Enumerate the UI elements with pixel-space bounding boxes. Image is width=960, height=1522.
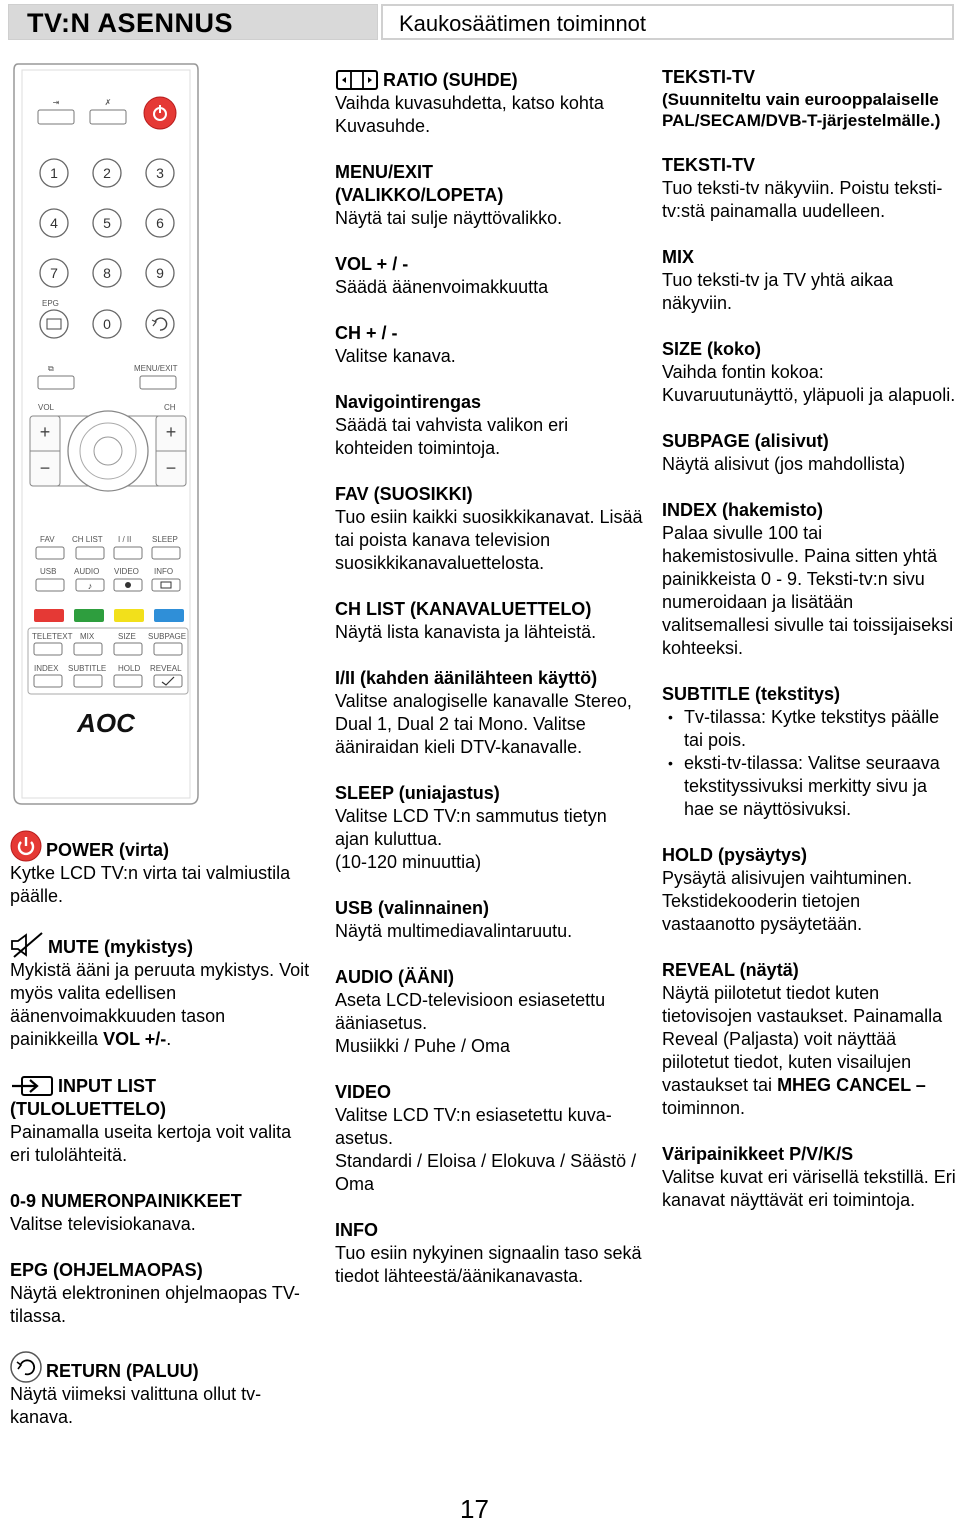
video-title: VIDEO xyxy=(335,1082,392,1102)
svg-text:CH: CH xyxy=(164,403,176,412)
return-title: RETURN (PALUU) xyxy=(46,1361,199,1381)
subtitle-title: SUBTITLE (tekstitys) xyxy=(662,684,841,704)
svg-text:SLEEP: SLEEP xyxy=(152,535,178,544)
video-button xyxy=(114,579,142,591)
mix-button xyxy=(74,643,102,655)
svg-text:SIZE: SIZE xyxy=(118,632,136,641)
section-header-bar xyxy=(8,4,378,40)
svg-text:MIX: MIX xyxy=(80,632,95,641)
ch-description xyxy=(335,322,645,368)
svg-text:6: 6 xyxy=(156,215,164,231)
menu-exit-text: Näytä tai sulje näyttövalikko. xyxy=(335,208,563,228)
size-description xyxy=(662,338,958,407)
dual-audio-description xyxy=(335,667,645,759)
epg-button xyxy=(40,310,68,338)
color-buttons-description xyxy=(662,1143,958,1212)
teletext-note-title: TEKSTI-TV xyxy=(662,67,755,87)
number-keys-description xyxy=(10,1190,310,1236)
ratio-icon xyxy=(335,68,379,92)
input-list-text: Painamalla useita kertoja voit valita eri tulolähteitä. xyxy=(10,1122,292,1165)
index-title: INDEX (hakemisto) xyxy=(662,500,824,520)
subpage-button xyxy=(154,643,182,655)
digit-button-6 xyxy=(146,209,174,237)
subsection-header-bar xyxy=(381,4,954,40)
fav-title: FAV (SUOSIKKI) xyxy=(335,484,473,504)
info-button xyxy=(152,579,180,591)
ch-list-text: Näytä lista kanavista ja lähteistä. xyxy=(335,622,597,642)
svg-text:CH LIST: CH LIST xyxy=(72,535,103,544)
subtitle-description xyxy=(662,683,958,821)
svg-text:VOL: VOL xyxy=(38,403,55,412)
usb-text: Näytä multimediavalintaruutu. xyxy=(335,921,573,941)
usb-title: USB (valinnainen) xyxy=(335,898,490,918)
teletext-note-text: (Suunniteltu vain eurooppalaiselle PAL/SECAM/DVB-T-järjestelmälle.) xyxy=(662,90,941,130)
svg-text:4: 4 xyxy=(50,215,58,231)
sleep-range: (10-120 minuuttia) xyxy=(335,852,482,872)
svg-text:MENU/EXIT: MENU/EXIT xyxy=(134,364,178,373)
return-button xyxy=(146,310,174,338)
digit-button-3 xyxy=(146,159,174,187)
hold-description xyxy=(662,844,958,936)
brand-logo: AOC xyxy=(77,708,135,738)
column-middle xyxy=(335,68,645,1311)
digit-button-1 xyxy=(40,159,68,187)
svg-text:+: + xyxy=(165,422,177,442)
hold-text: Pysäytä alisivujen vaihtuminen. Tekstidekooderin tietojen vastaanotto pysäytetään. xyxy=(662,868,913,934)
vol-description xyxy=(335,253,645,299)
mute-text: Mykistä ääni ja peruuta mykistys. Voit myös valita edellisen äänenvoimakkuuden tason painikkeilla VOL +/-. xyxy=(10,960,310,1049)
video-text: Valitse LCD TV:n esiasetettu kuva-asetus. xyxy=(335,1105,612,1148)
size-button xyxy=(114,643,142,655)
mix-text: Tuo teksti-tv ja TV yhtä aikaa näkyviin. xyxy=(662,270,894,313)
blue-button xyxy=(154,609,184,622)
teletext-note xyxy=(662,66,958,131)
navigation-ring xyxy=(68,411,148,491)
red-button xyxy=(34,609,64,622)
svg-text:⧉: ⧉ xyxy=(48,364,54,373)
reveal-title: REVEAL (näytä) xyxy=(662,960,799,980)
fav-text: Tuo esiin kaikki suosikkikanavat. Lisää tai poista kanava television suosikkikanavaluettelosta. xyxy=(335,507,643,573)
subsection-title: Kaukosäätimen toiminnot xyxy=(399,11,647,36)
svg-text:SUBTITLE: SUBTITLE xyxy=(68,664,107,673)
epg-description xyxy=(10,1259,310,1328)
svg-text:TELETEXT: TELETEXT xyxy=(32,632,73,641)
reveal-text: Näytä piilotetut tiedot kuten tietovisojen vastaukset. Painamalla Reveal (Paljasta) voit näyttää piilotetut tiedot, kuten visailujen vastaukset tai MHEG CANCEL –toiminnon. xyxy=(662,983,943,1118)
audio-options: Musiikki / Puhe / Oma xyxy=(335,1036,511,1056)
svg-text:9: 9 xyxy=(156,265,164,281)
menu-exit-button xyxy=(134,364,178,389)
svg-text:7: 7 xyxy=(50,265,58,281)
size-text: Vaihda fontin kokoa: Kuvaruutunäyttö, yläpuoli ja alapuoli. xyxy=(662,362,956,405)
section-title: TV:N ASENNUS xyxy=(27,8,234,38)
info-description xyxy=(335,1219,645,1288)
svg-text:HOLD: HOLD xyxy=(118,664,141,673)
sleep-title: SLEEP (uniajastus) xyxy=(335,783,500,803)
reveal-description xyxy=(662,959,958,1120)
audio-title: AUDIO (ÄÄNI) xyxy=(335,967,454,987)
subpage-title: SUBPAGE (alisivut) xyxy=(662,431,829,451)
nav-ring-description xyxy=(335,391,645,460)
info-title: INFO xyxy=(335,1220,378,1240)
teletext-button xyxy=(34,643,62,655)
input-list-description xyxy=(10,1074,310,1167)
return-text: Näytä viimeksi valittuna ollut tv-kanava. xyxy=(10,1384,262,1427)
digit-button-5 xyxy=(93,209,121,237)
svg-text:8: 8 xyxy=(103,265,111,281)
nav-ring-text: Säädä tai vahvista valikon eri kohteiden toimintoja. xyxy=(335,415,569,458)
power-icon xyxy=(10,830,42,862)
dual-audio-text: Valitse analogiselle kanavalle Stereo, Dual 1, Dual 2 tai Mono. Valitse ääniraidan kieli DTV-kanavalle. xyxy=(335,691,632,757)
fav-description xyxy=(335,483,645,575)
svg-text:3: 3 xyxy=(156,165,164,181)
vol-rocker xyxy=(30,416,60,486)
ch-rocker xyxy=(156,416,186,486)
menu-exit-description xyxy=(335,161,645,230)
digit-button-2 xyxy=(93,159,121,187)
digit-button-9 xyxy=(146,259,174,287)
svg-text:USB: USB xyxy=(40,567,57,576)
usb-button xyxy=(36,579,64,591)
svg-text:1: 1 xyxy=(50,165,58,181)
digit-button-4 xyxy=(40,209,68,237)
remote-control-illustration xyxy=(10,60,202,808)
input-list-title-sub: (TULOLUETTELO) xyxy=(10,1099,166,1119)
column-right xyxy=(662,66,958,1235)
ratio-title: RATIO (SUHDE) xyxy=(383,70,518,90)
mix-title: MIX xyxy=(662,247,695,267)
teletext-text: Tuo teksti-tv näkyviin. Poistu teksti-tv:stä painamalla uudelleen. xyxy=(662,178,943,221)
svg-text:2: 2 xyxy=(103,165,111,181)
svg-text:SUBPAGE: SUBPAGE xyxy=(148,632,187,641)
ch-list-description xyxy=(335,598,645,644)
subpage-text: Näytä alisivut (jos mahdollista) xyxy=(662,454,906,474)
subpage-description xyxy=(662,430,958,476)
video-description xyxy=(335,1081,645,1196)
fav-button xyxy=(36,547,64,559)
svg-text:AUDIO: AUDIO xyxy=(74,567,100,576)
return-description xyxy=(10,1351,310,1429)
svg-text:−: − xyxy=(165,458,177,478)
yellow-button xyxy=(114,609,144,622)
number-keys-title: 0-9 NUMERONPAINIKKEET xyxy=(10,1191,242,1211)
sleep-description xyxy=(335,782,645,874)
index-text: Palaa sivulle 100 tai hakemistosivulle. Paina sitten yhtä painikkeista 0 - 9. Teksti-tv:n sivu numeroidaan ja lisätään valitsemallesi sivulle tai toissijaiseksi kohteeksi. xyxy=(662,523,954,658)
svg-text:♪: ♪ xyxy=(87,581,93,591)
svg-text:INDEX: INDEX xyxy=(34,664,59,673)
input-list-title: INPUT LIST xyxy=(58,1076,156,1096)
audio-text: Aseta LCD-televisioon esiasetettu ääniasetus. xyxy=(335,990,606,1033)
mute-title: MUTE (mykistys) xyxy=(48,937,194,957)
page-number: 17 xyxy=(460,1494,489,1522)
menu-exit-title-sub: (VALIKKO/LOPETA) xyxy=(335,185,504,205)
ch-title: CH + / - xyxy=(335,323,398,343)
teletext-description xyxy=(662,154,958,223)
digit-button-7 xyxy=(40,259,68,287)
svg-text:+: + xyxy=(39,422,51,442)
svg-text:✗: ✗ xyxy=(104,98,112,107)
hold-button xyxy=(114,675,142,687)
svg-text:0: 0 xyxy=(103,316,111,332)
number-keys-text: Valitse televisiokanava. xyxy=(10,1214,196,1234)
svg-text:5: 5 xyxy=(103,215,111,231)
power-text: Kytke LCD TV:n virta tai valmiustila päälle. xyxy=(10,863,291,906)
list-item: • Tv-tilassa: Kytke tekstitys päälle tai pois. xyxy=(662,706,958,752)
teletext-title: TEKSTI-TV xyxy=(662,155,755,175)
sleep-text: Valitse LCD TV:n sammutus tietyn ajan kuluttua. xyxy=(335,806,607,849)
green-button xyxy=(74,609,104,622)
ch-list-button xyxy=(76,547,104,559)
epg-title: EPG (OHJELMAOPAS) xyxy=(10,1260,203,1280)
ratio-text: Vaihda kuvasuhdetta, katso kohta Kuvasuhde. xyxy=(335,93,604,136)
usb-description xyxy=(335,897,645,943)
dual-audio-title: I/II (kahden äänilähteen käyttö) xyxy=(335,668,598,688)
color-buttons-title: Väripainikkeet P/V/K/S xyxy=(662,1144,854,1164)
hold-title: HOLD (pysäytys) xyxy=(662,845,808,865)
digit-button-0 xyxy=(93,310,121,338)
index-button xyxy=(34,675,62,687)
mix-description xyxy=(662,246,958,315)
svg-text:VIDEO: VIDEO xyxy=(114,567,139,576)
index-description xyxy=(662,499,958,660)
digit-button-8 xyxy=(93,259,121,287)
return-icon xyxy=(10,1351,42,1383)
svg-text:REVEAL: REVEAL xyxy=(150,664,182,673)
subtitle-bullets xyxy=(662,706,958,821)
info-text: Tuo esiin nykyinen signaalin taso sekä tiedot lähteestä/äänikanavasta. xyxy=(335,1243,642,1286)
column-left xyxy=(10,830,310,1452)
input-icon xyxy=(10,1074,54,1098)
list-item: • eksti-tv-tilassa: Valitse seuraava tekstityssivuksi merkitty sivu ja hae se näyttösivuksi. xyxy=(662,752,958,821)
power-button xyxy=(144,97,176,129)
reveal-button xyxy=(154,675,182,687)
svg-text:⇥: ⇥ xyxy=(52,98,60,107)
mute-icon xyxy=(10,931,44,959)
svg-text:I / II: I / II xyxy=(118,535,132,544)
mute-description xyxy=(10,931,310,1051)
dual-audio-button xyxy=(114,547,142,559)
menu-exit-title: MENU/EXIT xyxy=(335,162,434,182)
nav-ring-title: Navigointirengas xyxy=(335,392,482,412)
svg-text:FAV: FAV xyxy=(40,535,55,544)
svg-text:INFO: INFO xyxy=(154,567,174,576)
epg-text: Näytä elektroninen ohjelmaopas TV-tilassa. xyxy=(10,1283,300,1326)
audio-description xyxy=(335,966,645,1058)
ch-text: Valitse kanava. xyxy=(335,346,456,366)
power-title: POWER (virta) xyxy=(46,840,170,860)
subtitle-button xyxy=(74,675,102,687)
vol-text: Säädä äänenvoimakkuutta xyxy=(335,277,549,297)
vol-title: VOL + / - xyxy=(335,254,409,274)
svg-text:−: − xyxy=(39,458,51,478)
svg-text:EPG: EPG xyxy=(42,299,59,308)
audio-button xyxy=(76,579,104,591)
ch-list-title: CH LIST (KANAVALUETTELO) xyxy=(335,599,592,619)
size-title: SIZE (koko) xyxy=(662,339,762,359)
color-buttons-text: Valitse kuvat eri värisellä tekstillä. Eri kanavat näyttävät eri toimintoja. xyxy=(662,1167,956,1210)
power-description xyxy=(10,830,310,908)
sleep-button xyxy=(152,547,180,559)
ratio-description xyxy=(335,68,645,138)
video-options: Standardi / Eloisa / Elokuva / Säästö / Oma xyxy=(335,1151,637,1194)
